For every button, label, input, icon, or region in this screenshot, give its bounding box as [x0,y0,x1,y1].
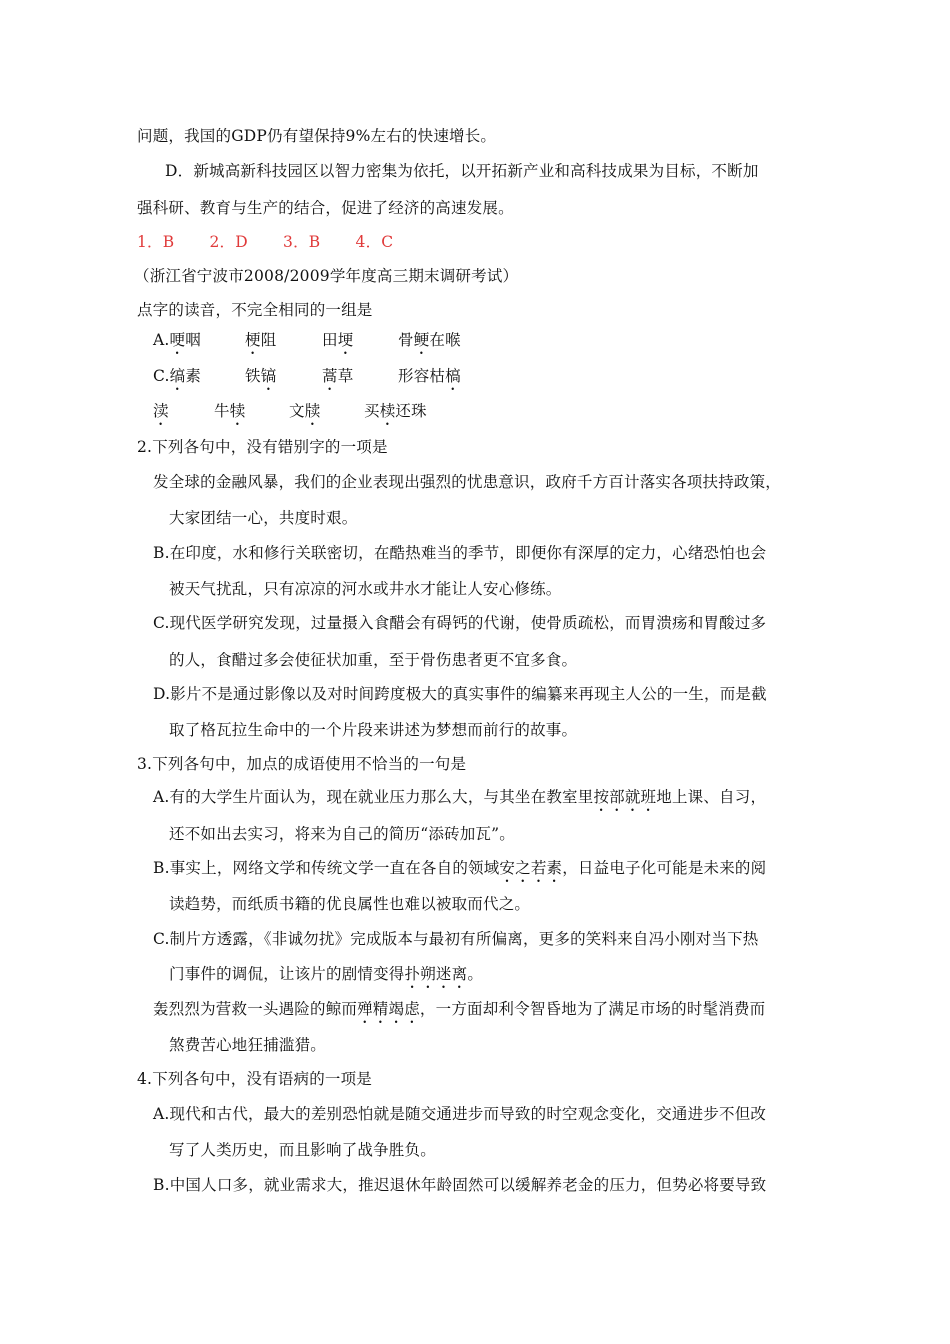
answer-4: 4．C [355,233,394,251]
emphasized-char: 牍 [304,402,321,420]
question-3-option-b-cont: 读趋势，而纸质书籍的优良属性也难以被取而代之。 [169,895,531,913]
answer-key [137,232,393,252]
question-2-option-b-cont: 被天气扰乱，只有凉凉的河水或井水才能让人安心修练。 [169,580,562,598]
emphasized-char: 槁 [445,367,461,385]
question-1-option-c-item: 铁镐 [245,367,277,385]
question-3-option-a-cont: 还不如出去实习，将来为自己的简历“添砖加瓦”。 [169,825,515,843]
emphasized-idiom: 按部就班 [593,788,657,806]
emphasized-char: 椟 [379,402,396,420]
question-1-option-c-item: 形容枯槁 [398,367,461,385]
question-4-option-a-cont: 写了人类历史，而且影响了战争胜负。 [169,1141,436,1159]
emphasized-char: 哽 [169,331,186,349]
emphasized-idiom: 殚精竭虑 [357,1000,420,1018]
question-2-option-c-cont: 的人，食醋过多会使征状加重，至于骨伤患者更不宜多食。 [169,651,578,669]
question-1-option-d-item: 牛犊 [214,402,246,420]
question-1-option-a-item: 骨鲠在喉 [398,331,461,349]
emphasized-char: 缟 [169,367,186,385]
question-3-stem: 3.下列各句中，加点的成语使用不恰当的一句是 [137,755,467,773]
question-3-option-d: 轰烈烈为营救一头遇险的鲸而殚精竭虑，一方面却利令智昏地为了满足市场的时髦消费而 [153,1000,766,1018]
emphasized-char: 渎 [153,402,169,420]
emphasized-char: 梗 [245,331,261,349]
question-1-option-d [153,401,169,429]
emphasized-char: 埂 [337,331,354,349]
emphasized-char: 蒿 [322,367,338,385]
question-2-option-a-cont: 大家团结一心，共度时艰。 [169,509,358,527]
question-2-option-c: C.现代医学研究发现，过量摄入食醋会有碍钙的代谢，使骨质疏松，而胃溃疡和胃酸过多 [153,614,767,632]
question-3-option-d-cont: 煞费苦心地狂捕滥猎。 [169,1036,327,1054]
question-4-option-b: B.中国人口多，就业需求大，推迟退休年龄固然可以缓解养老金的压力，但势必将要导致 [153,1176,767,1194]
question-4-option-a: A.现代和古代，最大的差别恐怕就是随交通进步而导致的时空观念变化，交通进步不但改 [153,1105,767,1123]
source-note: （浙江省宁波市2008/2009学年度高三期末调研考试） [134,267,519,285]
question-1-option-a: A.哽咽 [153,331,201,349]
answer-1: 1．B [137,233,175,251]
question-1-option-c: C.缟素 [153,367,202,385]
text-line: 问题，我国的GDP仍有望保持9%左右的快速增长。 [137,127,497,145]
question-1-option-a-item: 田埂 [322,331,354,349]
emphasized-idiom: 安之若素 [499,859,563,877]
question-4-stem: 4.下列各句中，没有语病的一项是 [137,1070,372,1088]
question-2-stem: 2.下列各句中，没有错别字的一项是 [137,438,388,456]
question-3-option-c-cont: 门事件的调侃，让该片的剧情变得扑朔迷离。 [169,965,484,983]
question-1-option-c-item: 蒿草 [322,367,354,385]
answer-2: 2．D [209,233,248,251]
text-line: 强科研、教育与生产的结合，促进了经济的高速发展。 [137,199,514,217]
question-1-option-a-item: 梗阻 [245,331,277,349]
emphasized-char: 鲠 [413,331,430,349]
question-3-option-b: B.事实上，网络文学和传统文学一直在各自的领域安之若素，日益电子化可能是未来的阅 [153,859,767,877]
emphasized-char: 犊 [229,402,246,420]
question-1-stem: 点字的读音，不完全相同的一组是 [137,301,373,319]
question-2-option-d-cont: 取了格瓦拉生命中的一个片段来讲述为梦想而前行的故事。 [169,721,578,739]
question-3-option-a: A.有的大学生片面认为，现在就业压力那么大，与其坐在教室里按部就班地上课、自习， [153,788,767,806]
question-2-option-a: 发全球的金融风暴，我们的企业表现出强烈的忧患意识，政府千方百计落实各项扶持政策， [153,473,782,491]
option-d-line: D．新城高新科技园区以智力密集为依托，以开拓新产业和高科技成果为目标，不断加 [165,162,759,180]
answer-3: 3．B [283,233,321,251]
question-3-option-c: C.制片方透露，《非诚勿扰》完成版本与最初有所偏离，更多的笑料来自冯小刚对当下热 [153,930,759,948]
emphasized-idiom: 扑朔迷离 [404,965,468,983]
question-1-option-d-item: 买椟还珠 [364,402,427,420]
question-2-option-b: B.在印度，水和修行关联密切，在酷热难当的季节，即便你有深厚的定力，心绪恐怕也会 [153,544,767,562]
question-1-option-d-item: 文牍 [289,402,321,420]
emphasized-char: 镐 [260,367,277,385]
question-2-option-d: D.影片不是通过影像以及对时间跨度极大的真实事件的编纂来再现主人公的一生，而是截 [153,685,767,703]
